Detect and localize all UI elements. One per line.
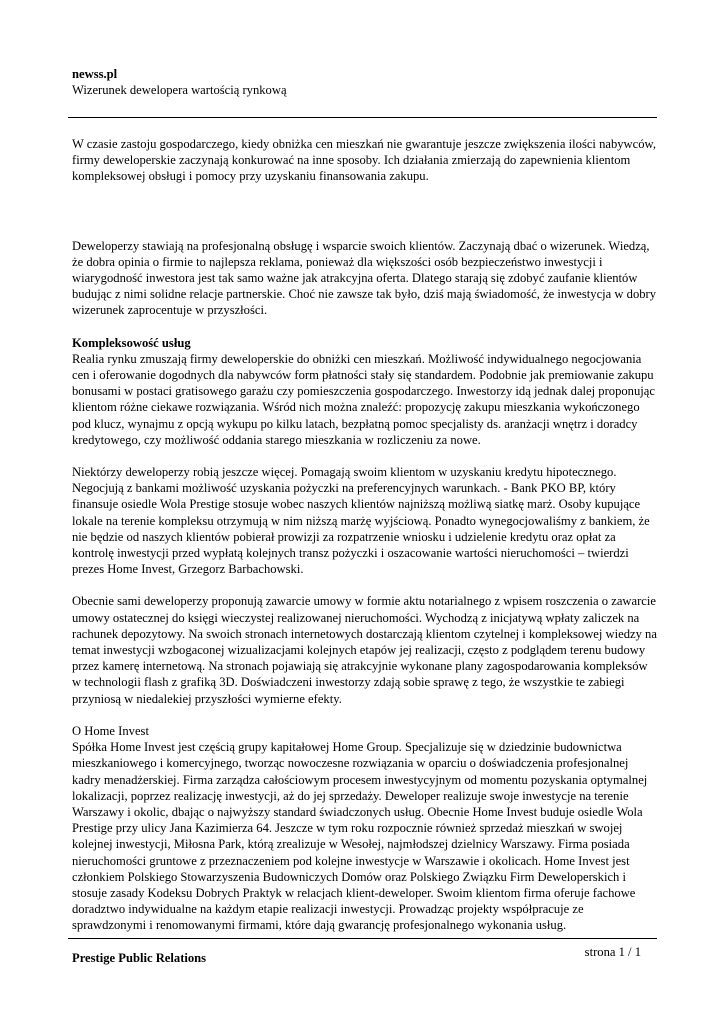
section-title-prestige: Prestige Public Relations: [72, 950, 207, 965]
document-header: [72, 66, 658, 98]
about-title: O Home Invest: [72, 723, 149, 738]
footer-divider: [68, 938, 657, 939]
paragraph-1: Deweloperzy stawiają na profesjonalną obsługę i wsparcie swoich klientów. Zaczynają dbać o wizerunek. Wiedzą, że dobra opinia o firmie to najlepsza reklama, ponieważ dla większości osób bezpieczeństwo inwestycji i wiarygodność inwestora jest tak samo ważne jak atrakcyjna oferta. Dlatego starają się zdobyć zaufanie klientów budując z nimi solidne relacje partnerskie. Choć nie zawsze tak było, dziś mają świadomość, że inwestycja w dobry wizerunek zaprocentuje w przyszłości.: [72, 238, 657, 318]
header-divider: [68, 117, 657, 118]
page-number: strona 1 / 1: [584, 945, 641, 959]
paragraph-5: Spółka Home Invest jest częścią grupy kapitałowej Home Group. Specjalizuje się w dziedzinie budownictwa mieszkaniowego i komercyjnego, tworząc nowoczesne rozwiązania w oparciu o doświadczenia profesjonalnej kadry menadżerskiej. Firma zarządza całościowym procesem inwestycyjnym od momentu pozyskania optymalnej lokalizacji, poprzez realizację inwestycji, aż do jej sprzedaży. Deweloper realizuje swoje inwestycje na terenie Warszawy i okolic, dbając o najwyższy standard świadczonych usług. Obecnie Home Invest buduje osiedle Wola Prestige przy ulicy Jana Kazimierza 64. Jeszcze w tym roku rozpocznie również sprzedaż mieszkań w swojej kolejnej inwestycji, Miłosna Park, którą zrealizuje w Wesołej, najmłodszej dzielnicy Warszawy. Firma posiada nieruchomości gruntowe z przeznaczeniem pod kolejne inwestycje w Warszawie i okolicach. Home Invest jest członkiem Polskiego Stowarzyszenia Budowniczych Domów oraz Polskiego Związku Firm Deweloperskich i stosuje zasady Kodeksu Dobrych Praktyk w relacjach klient-deweloper. Swoim klientom firma oferuje fachowe doradztwo indywidualne na każdym etapie realizacji inwestycji. Prowadząc projekty współpracuje ze sprawdzonymi i renomowanymi firmami, które dają gwarancję profesjonalnego wykonania usług.: [72, 740, 648, 933]
section-title-kompleksowosc: Kompleksowość usług: [72, 335, 191, 350]
paragraph-3: Niektórzy deweloperzy robią jeszcze więcej. Pomagają swoim klientom w uzyskaniu kredytu hipotecznego. Negocjują z bankami możliwość uzyskania pożyczki na preferencyjnych warunkach. - Bank PKO BP, który finansuje osiedle Wola Prestige stosuje wobec naszych klientów najniższą możliwą siatkę marż. Osoby kupujące lokale na terenie kompleksu otrzymują w nim niższą marżę wyjściową. Ponadto wynegocjowaliśmy z bankiem, że nie będzie od naszych klientów pobierał prowizji za rozpatrzenie wniosku i udzielenie kredytu oraz opłat za kontrolę inwestycji przed wypłatą kolejnych transz pożyczki i oszacowanie wartości nieruchomości – twierdzi prezes Home Invest, Grzegorz Barbachowski.: [72, 465, 650, 577]
article-body: [72, 136, 658, 966]
paragraph-4: Obecnie sami deweloperzy proponują zawarcie umowy w formie aktu notarialnego z wpisem roszczenia o zawarcie umowy ostatecznej do księgi wieczystej realizowanej nieruchomości. Wychodzą z inicjatywą wpłaty zaliczek na rachunek depozytowy. Na swoich stronach internetowych dostarczają klientom czytelnej i kompleksowej wiedzy na temat inwestycji wzbogaconej wizualizacjami kolejnych etapów jej realizacji, często z podglądem terenu budowy przez kamerę internetową. Na stronach pojawiają się atrakcyjnie wykonane plany zagospodarowania kompleksów w technologii flash z grafiką 3D. Doświadczeni inwestorzy zdają sobie sprawę z tego, że wszystkie te zabiegi przyniosą w niedalekiej przyszłości wymierne efekty.: [72, 594, 657, 706]
document-subtitle: Wizerunek dewelopera wartością rynkową: [72, 83, 287, 97]
intro-paragraph: W czasie zastoju gospodarczego, kiedy obniżka cen mieszkań nie gwarantuje jeszcze zwiększenia ilości nabywców, firmy deweloperskie zaczynają konkurować na inne sposoby. Ich działania zmierzają do zapewnienia klientom kompleksowej obsługi i pomocy przy uzyskaniu finansowania zakupu.: [72, 137, 656, 184]
paragraph-2: Realia rynku zmuszają firmy deweloperskie do obniżki cen mieszkań. Możliwość indywidualnego negocjowania cen i oferowanie dogodnych dla nabywców form płatności stały się standardem. Podobnie jak premiowanie zakupu bonusami w postaci gratisowego garażu czy pomieszczenia gospodarczego. Inwestorzy idą jednak dalej proponując klientom różne ciekawe rozwiązania. Wśród nich można znaleźć: propozycję zakupu mieszkania wykończonego pod klucz, wynajmu z opcją wykupu po kilku latach, bezpłatną pomoc specjalisty ds. aranżacji wnętrz i doradcy kredytowego, czy możliwość oddania starego mieszkania w rozliczeniu za nowe.: [72, 351, 655, 447]
site-name: newss.pl: [72, 67, 118, 81]
